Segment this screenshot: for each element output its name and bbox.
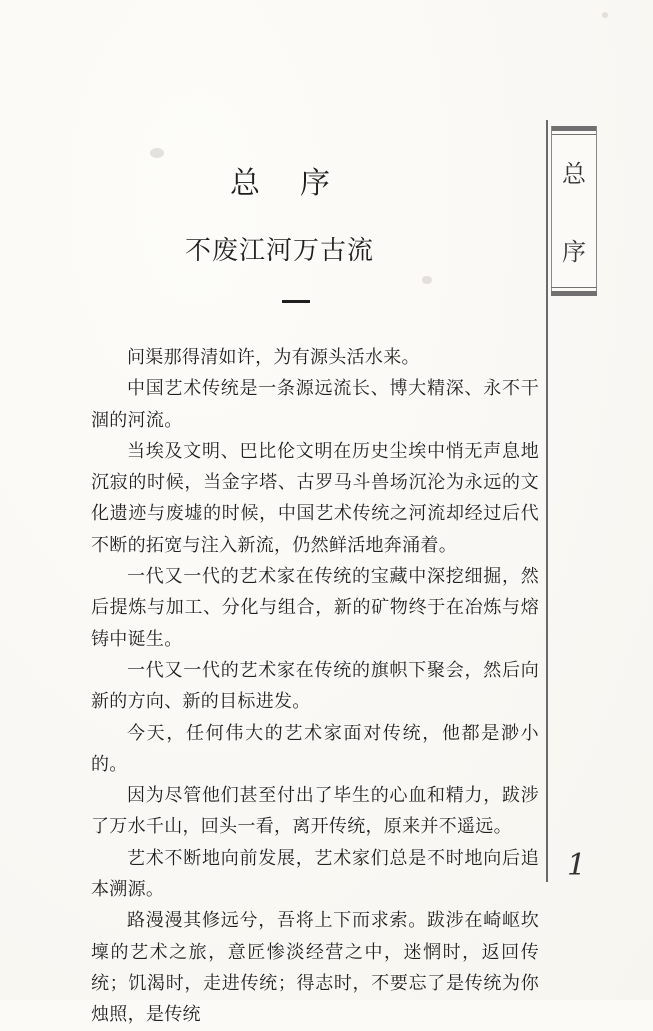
margin-rule: [546, 120, 548, 882]
side-tab-char: 总: [562, 160, 586, 188]
paragraph: 因为尽管他们甚至付出了毕生的心血和精力，跋涉了万水千山，回头一看，离开传统，原来并不遥远。: [91, 785, 539, 838]
tab-bar-bottom: [551, 291, 597, 296]
chapter-subtitle: 不废江河万古流: [185, 236, 375, 266]
paragraph: 一代又一代的艺术家在传统的旗帜下聚会，然后向新的方向、新的目标进发。: [91, 659, 539, 713]
chapter-title: 总序: [230, 166, 370, 201]
paragraph: 当埃及文明、巴比伦文明在历史尘埃中悄无声息地沉寂的时候，当金字塔、古罗马斗兽场沉沦为永远的文化遗迹与废墟的时候，中国艺术传统之河流却经过后代不断的拓宽与注入新流，仍然鲜活地奔涌着。: [91, 440, 539, 556]
paragraph: 今天，任何伟大的艺术家面对传统，他都是渺小的。: [91, 722, 539, 775]
side-section-tab: [551, 126, 597, 296]
paragraph: 艺术不断地向前发展，艺术家们总是不时地向后追本溯源。: [91, 847, 539, 901]
tab-bar-top: [551, 126, 597, 131]
tab-border-right: [596, 126, 597, 296]
tab-line-top: [551, 134, 597, 135]
paper-blemish: [150, 148, 164, 158]
side-tab-char: 序: [562, 238, 586, 266]
paragraph: 一代又一代的艺术家在传统的宝藏中深挖细掘，然后提炼与加工、分化与组合，新的矿物终于在冶炼与熔铸中诞生。: [91, 566, 539, 650]
paragraph: 路漫漫其修远兮，吾将上下而求索。跋涉在崎岖坎壈的艺术之旅，意匠惨淡经营之中，迷惘时，返回传统；饥渴时，走进传统；得志时，不要忘了是传统为你烛照，是传统: [91, 910, 539, 1026]
tab-line-bottom: [551, 287, 597, 288]
paragraph: 问渠那得清如许，为有源头活水来。: [127, 347, 420, 368]
paragraph: 中国艺术传统是一条源远流长、博大精深、永不干涸的河流。: [91, 378, 539, 431]
body-text: [91, 342, 539, 1031]
paper-blemish: [602, 12, 608, 18]
page-number: 1: [567, 848, 587, 883]
section-number-one: [282, 300, 310, 303]
paper-blemish: [422, 276, 432, 284]
tab-border-left: [551, 126, 552, 296]
